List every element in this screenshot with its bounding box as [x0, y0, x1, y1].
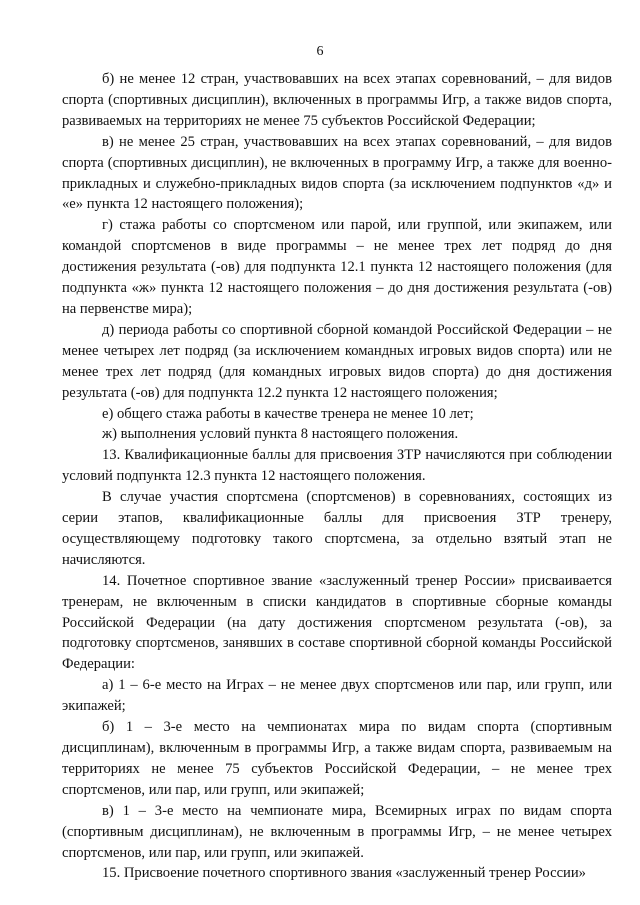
paragraph-sub-b: б) не менее 12 стран, участвовавших на всех этапах соревнований, – для видов спорта (спортивных дисциплин), включенных в программы Игр, а также видов спорта, развиваемых на территориях не менее 75 субъектов Российской Федерации;: [62, 71, 612, 129]
document-body: [62, 69, 612, 884]
paragraph-sub-zh: ж) выполнения условий пункта 8 настоящего положения.: [102, 426, 459, 443]
paragraph-sub-d: д) периода работы со спортивной сборной командой Российской Федерации – не менее четырех лет подряд (за исключением командных игровых видов спорта) или не менее трех лет подряд (для командных игровых видов спорта) до дня достижения результата (-ов) для подпункта 12.2 пункта 12 настоящего положения;: [62, 321, 612, 401]
paragraph-14-b: б) 1 – 3-е место на чемпионатах мира по видам спорта (спортивным дисциплинам), включенным в программы Игр, а также видам спорта, развиваемым на территориях не менее 75 субъектов Российской Федерации, – не менее трех спортсменов, или пар, или групп, или экипажей;: [62, 719, 612, 798]
paragraph-13-stages: В случае участия спортсмена (спортсменов) в соревнованиях, состоящих из серии этапов, квалификационные баллы для присвоения ЗТР тренеру, осуществляющему подготовку такого спортсмена, за отдельно взятый этап не начисляются.: [62, 489, 612, 568]
paragraph-14-v: в) 1 – 3-е место на чемпионате мира, Всемирных играх по видам спорта (спортивным дисциплинам), не включенным в программы Игр, – не менее четырех спортсменов, или пар, или групп, или экипажей.: [62, 802, 612, 861]
paragraph-sub-g: г) стажа работы со спортсменом или парой, или группой, или экипажем, или командой спортсменов в виде программы – не менее трех лет подряд до дня достижения результата (-ов) для подпункта 12.1 пункта 12 настоящего положения (для подпункта «ж» пункта 12 настоящего положения – до дня достижения результата (-ов) на первенстве мира);: [62, 217, 612, 317]
paragraph-14: 14. Почетное спортивное звание «заслуженный тренер России» присваивается тренерам, не включенным в списки кандидатов в спортивные сборные команды Российской Федерации (на дату достижения спортсменом результата (-ов), за подготовку спортсменов, занявших в составе спортивной сборной команды Российской Федерации:: [62, 572, 612, 673]
page-number: 6: [316, 44, 324, 59]
paragraph-sub-v: в) не менее 25 стран, участвовавших на всех этапах соревнований, – для видов спорта (спортивных дисциплин), не включенных в программу Игр, а также для военно-прикладных и служебно-прикладных видов спорта (за исключением подпунктов «д» и «е» пункта 12 настоящего положения);: [62, 133, 612, 213]
paragraph-sub-e: е) общего стажа работы в качестве тренера не менее 10 лет;: [102, 405, 474, 422]
paragraph-13: 13. Квалификационные баллы для присвоения ЗТР начисляются при соблюдении условий подпункта 12.3 пункта 12 настоящего положения.: [62, 447, 612, 485]
paragraph-15: 15. Присвоение почетного спортивного звания «заслуженный тренер России»: [102, 865, 586, 882]
paragraph-14-a: а) 1 – 6-е место на Играх – не менее двух спортсменов или пар, или групп, или экипажей;: [62, 677, 612, 715]
